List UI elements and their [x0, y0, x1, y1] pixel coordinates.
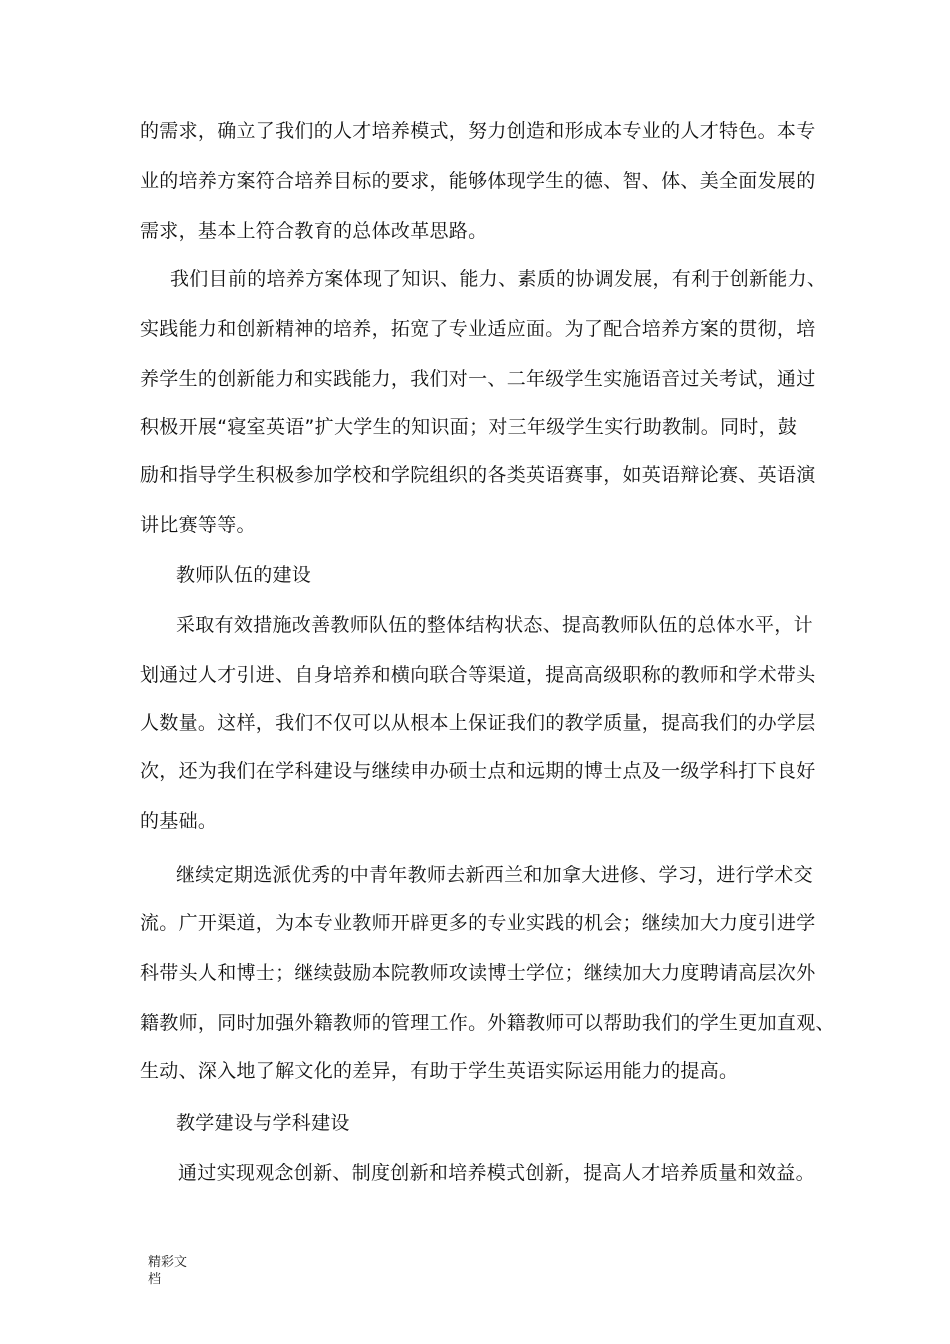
section-heading: 教师队伍的建设	[176, 564, 312, 586]
paragraph-line: 采取有效措施改善教师队伍的整体结构状态、提高教师队伍的总体水平，计	[176, 614, 813, 636]
paragraph-line: 业的培养方案符合培养目标的要求，能够体现学生的德、智、体、美全面发展的	[140, 170, 816, 192]
paragraph-line: 需求，基本上符合教育的总体改革思路。	[140, 220, 488, 242]
paragraph-line: 流。广开渠道，为本专业教师开辟更多的专业实践的机会；继续加大力度引进学	[140, 912, 816, 934]
paragraph-line: 籍教师，同时加强外籍教师的管理工作。外籍教师可以帮助我们的学生更加直观、	[140, 1012, 835, 1034]
paragraph-line: 通过实现观念创新、制度创新和培养模式创新，提高人才培养质量和效益。	[178, 1162, 815, 1184]
paragraph-line: 实践能力和创新精神的培养，拓宽了专业适应面。为了配合培养方案的贯彻，培	[140, 318, 816, 340]
paragraph-line: 科带头人和博士；继续鼓励本院教师攻读博士学位；继续加大力度聘请高层次外	[140, 962, 816, 984]
paragraph-line: 养学生的创新能力和实践能力，我们对一、二年级学生实施语音过关考试，通过	[140, 368, 816, 390]
paragraph-line: 的基础。	[140, 810, 218, 832]
footer-text-line: 档	[148, 1272, 162, 1287]
paragraph-line: 划通过人才引进、自身培养和横向联合等渠道，提高高级职称的教师和学术带头	[140, 664, 816, 686]
paragraph-line: 积极开展“寝室英语”扩大学生的知识面；对三年级学生实行助教制。同时，鼓	[140, 416, 798, 438]
paragraph-line: 讲比赛等等。	[140, 514, 256, 536]
footer-text-line: 精彩文	[148, 1255, 188, 1270]
paragraph-line: 励和指导学生积极参加学校和学院组织的各类英语赛事，如英语辩论赛、英语演	[140, 464, 816, 486]
section-heading: 教学建设与学科建设	[176, 1112, 350, 1134]
paragraph-line: 生动、深入地了解文化的差异，有助于学生英语实际运用能力的提高。	[140, 1060, 739, 1082]
paragraph-line: 次，还为我们在学科建设与继续申办硕士点和远期的博士点及一级学科打下良好	[140, 760, 816, 782]
paragraph-line: 的需求，确立了我们的人才培养模式，努力创造和形成本专业的人才特色。本专	[140, 120, 816, 142]
paragraph-line: 我们目前的培养方案体现了知识、能力、素质的协调发展，有利于创新能力、	[170, 268, 827, 290]
paragraph-line: 继续定期选派优秀的中青年教师去新西兰和加拿大进修、学习，进行学术交	[176, 864, 813, 886]
paragraph-line: 人数量。这样，我们不仅可以从根本上保证我们的教学质量，提高我们的办学层	[140, 712, 816, 734]
